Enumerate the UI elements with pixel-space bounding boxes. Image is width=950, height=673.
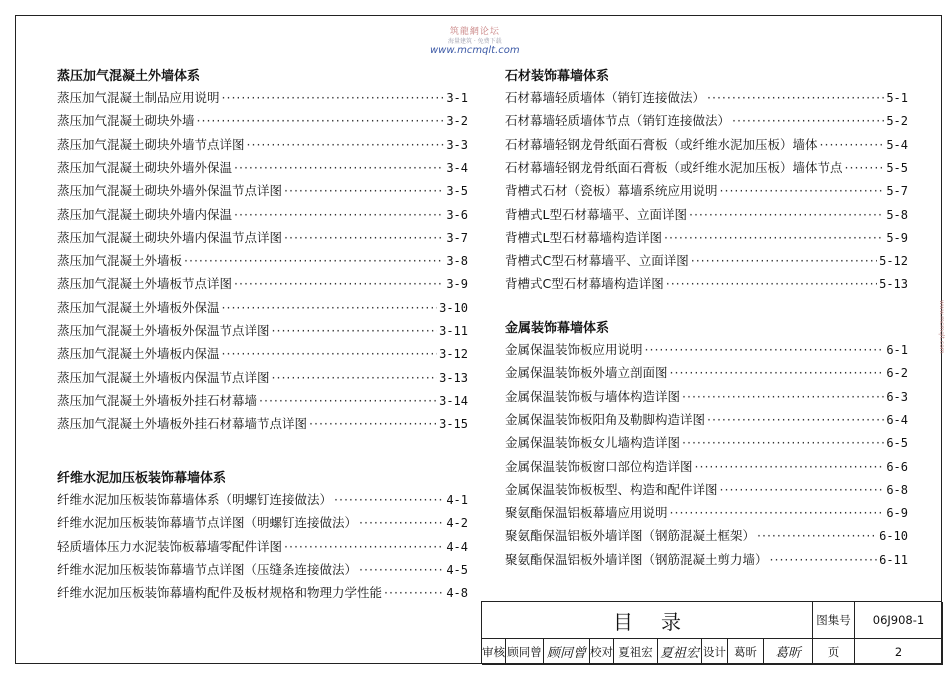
dot-leader [682,389,884,404]
toc-entry[interactable] [57,158,468,176]
toc-entry[interactable] [57,513,468,531]
toc-entry-title: 蒸压加气混凝土砌块外墙 [57,113,195,129]
toc-entry-page: 5-8 [886,207,908,222]
review-label: 审核 [482,639,506,665]
toc-entry-page: 5-7 [886,184,908,199]
toc-entry-page: 5-5 [886,160,908,175]
dot-leader [234,276,444,291]
toc-entry-page: 3-7 [446,230,468,245]
dot-leader [184,253,444,268]
toc-entry-page: 3-12 [439,347,468,362]
page-label: 页 [813,639,855,665]
toc-entry[interactable] [57,391,468,409]
toc-entry[interactable] [57,135,468,153]
dot-leader [334,492,444,507]
toc-entry[interactable] [57,344,468,362]
toc-entry-title: 蒸压加气混凝土制品应用说明 [57,90,220,105]
dot-leader [234,160,444,175]
toc-entry[interactable] [505,111,908,129]
watermark-logo [430,28,520,56]
toc-entry-page: 3-2 [446,114,468,129]
toc-entry[interactable] [505,340,908,358]
dot-leader [247,137,445,152]
toc-entry-page: 6-6 [886,459,908,474]
toc-entry-page: 3-1 [446,91,468,105]
toc-entry[interactable] [57,251,468,269]
toc-entry[interactable] [505,158,908,176]
toc-entry-page: 6-4 [886,412,908,427]
toc-entry[interactable] [505,274,908,292]
toc-entry-page: 6-2 [886,366,908,381]
toc-entry-page: 4-8 [446,586,468,601]
toc-entry-page: 5-13 [879,277,908,292]
toc-entry-title: 背槽式石材（瓷板）幕墙系统应用说明 [505,183,718,199]
page-title: 目录 [482,602,813,639]
toc-entry-title: 金属保温装饰板与墙体构造详图 [505,388,681,404]
toc-entry[interactable] [57,321,468,339]
toc-entry-title: 蒸压加气混凝土外墙板外挂石材幕墙 [57,392,258,408]
dot-leader [732,113,884,128]
toc-entry-page: 4-5 [446,562,468,577]
toc-entry[interactable] [505,457,908,475]
toc-entry-page: 3-15 [439,417,468,432]
dot-leader [720,482,885,497]
section-heading: 纤维水泥加压板装饰幕墙体系 [57,471,227,486]
toc-entry[interactable] [57,181,468,199]
toc-entry[interactable] [505,205,908,223]
toc-entry-title: 金属保温装饰板窗口部位构造详图 [505,458,693,474]
toc-entry-title: 蒸压加气混凝土砌块外墙内保温节点详图 [57,229,283,245]
toc-entry-page: 6-5 [886,436,908,451]
toc-entry-title: 背槽式C型石材幕墙平、立面详图 [505,253,689,269]
toc-entry-page: 3-13 [439,370,468,385]
toc-entry-title: 纤维水泥加压板装饰幕墙节点详图（明螺钉连接做法） [57,515,358,531]
toc-entry-title: 石材幕墙轻钢龙骨纸面石膏板（或纤维水泥加压板）墙体 [505,136,818,152]
toc-entry[interactable] [505,433,908,451]
dot-leader [695,459,885,474]
check-label: 校对 [590,639,614,665]
toc-entry-title: 蒸压加气混凝土外墙板外保温 [57,299,220,315]
dot-leader [222,346,438,361]
reviewer-name: 顾同曾 [506,639,544,665]
dot-leader [309,416,437,431]
toc-entry[interactable] [57,414,468,432]
dot-leader [222,300,438,315]
toc-entry-page: 4-4 [446,539,468,554]
dot-leader [691,253,877,268]
watermark-line3: www.mcmqlt.com [430,45,520,56]
toc-entry-title: 聚氨酯保温铝板外墙详图（钢筋混凝土框架） [505,528,756,544]
toc-entry-page: 6-1 [886,343,908,357]
toc-entry[interactable] [505,363,908,381]
toc-entry[interactable] [505,88,908,106]
dot-leader [845,160,885,175]
toc-entry-page: 6-10 [879,529,908,544]
dot-leader [757,528,877,543]
toc-entry-title: 蒸压加气混凝土外墙板外挂石材幕墙节点详图 [57,416,308,432]
toc-entry-page: 5-9 [886,230,908,245]
toc-entry-title: 蒸压加气混凝土外墙板 [57,253,183,269]
toc-entry[interactable] [57,88,468,106]
dot-leader [707,90,884,105]
toc-entry[interactable] [57,298,468,316]
toc-entry[interactable] [505,480,908,498]
toc-entry[interactable] [57,490,468,508]
toc-entry-page: 3-9 [446,277,468,292]
dot-leader [284,539,444,554]
toc-entry-page: 6-3 [886,389,908,404]
designer-name: 葛昕 [728,639,764,665]
toc-entry[interactable] [57,274,468,292]
toc-entry-title: 蒸压加气混凝土外墙板内保温节点详图 [57,369,270,385]
toc-entry-page: 5-4 [886,137,908,152]
atlas-number: 06J908-1 [855,602,943,639]
toc-entry-title: 蒸压加气混凝土外墙板节点详图 [57,276,233,292]
toc-entry-title: 金属保温装饰板女儿墙构造详图 [505,435,681,451]
toc-entry-title: 石材幕墙轻质墙体节点（销钉连接做法） [505,113,731,129]
dot-leader [284,183,444,198]
reviewer-signature: 顾同曾 [544,639,590,665]
toc-entry-page: 3-5 [446,184,468,199]
dot-leader [222,90,445,105]
toc-entry[interactable] [57,205,468,223]
toc-entry-page: 3-11 [439,324,468,338]
atlas-label: 图集号 [813,602,855,639]
toc-entry-title: 蒸压加气混凝土砌块外墙外保温节点详图 [57,183,283,199]
toc-entry-page: 5-1 [886,91,908,105]
dot-leader [666,276,877,291]
toc-entry-title: 金属保温装饰板阳角及勒脚构造详图 [505,411,706,427]
toc-entry[interactable] [57,368,468,386]
dot-leader [682,435,884,450]
toc-entry-title: 背槽式L型石材幕墙构造详图 [505,229,662,245]
dot-leader [689,207,884,222]
toc-entry-page: 6-8 [886,482,908,497]
toc-entry-title: 背槽式L型石材幕墙平、立面详图 [505,206,687,222]
toc-entry-title: 聚氨酯保温铝板幕墙应用说明 [505,505,668,521]
checker-signature: 夏祖宏 [658,639,702,665]
title-block [481,601,942,664]
toc-entry[interactable] [505,251,908,269]
toc-entry-title: 石材幕墙轻钢龙骨纸面石膏板（或纤维水泥加压板）墙体节点 [505,159,843,175]
dot-leader [384,585,444,600]
checker-name: 夏祖宏 [614,639,658,665]
toc-entry[interactable] [505,526,908,544]
toc-entry-title: 蒸压加气混凝土砌块外墙节点详图 [57,136,245,152]
dot-leader [664,230,884,245]
toc-entry-page: 3-8 [446,254,468,269]
toc-entry[interactable] [505,387,908,405]
toc-entry[interactable] [505,228,908,246]
section-heading: 石材装饰幕墙体系 [505,69,610,84]
toc-entry-page: 6-11 [879,552,908,567]
watermark-line1: 筑龍網论坛 [449,27,500,37]
dot-leader [645,342,885,357]
toc-entry-page: 3-4 [446,160,468,175]
design-label: 设计 [702,639,728,665]
toc-entry-title: 金属保温装饰板应用说明 [505,342,643,357]
toc-entry-title: 蒸压加气混凝土外墙板外保温节点详图 [57,323,270,338]
dot-leader [359,562,444,577]
toc-entry[interactable] [505,503,908,521]
side-watermark: www.mcmqlt.com [938,300,945,354]
toc-entry[interactable] [505,181,908,199]
toc-entry-page: 4-2 [446,516,468,531]
toc-entry-title: 金属保温装饰板外墙立剖面图 [505,365,668,381]
toc-entry-page: 3-14 [439,393,468,408]
dot-leader [272,370,438,385]
toc-entry-title: 石材幕墙轻质墙体（销钉连接做法） [505,90,706,105]
dot-leader [284,230,444,245]
toc-entry[interactable] [57,560,468,578]
toc-entry[interactable] [57,583,468,601]
dot-leader [234,207,444,222]
dot-leader [259,393,437,408]
toc-entry[interactable] [57,111,468,129]
toc-entry-page: 3-6 [446,207,468,222]
toc-entry-title: 金属保温装饰板板型、构造和配件详图 [505,481,718,497]
dot-leader [197,113,445,128]
dot-leader [670,505,885,520]
toc-entry-title: 蒸压加气混凝土砌块外墙内保温 [57,206,233,222]
toc-entry[interactable] [57,228,468,246]
toc-entry-page: 5-12 [879,254,908,269]
watermark-line2: 海量建筑 · 免费下载 [447,38,502,45]
page-number: 2 [855,639,943,665]
toc-entry[interactable] [505,135,908,153]
dot-leader [707,412,884,427]
toc-entry-title: 纤维水泥加压板装饰幕墙节点详图（压缝条连接做法） [57,561,358,577]
toc-entry-title: 聚氨酯保温铝板外墙详图（钢筋混凝土剪力墙） [505,551,768,567]
dot-leader [770,552,878,567]
toc-entry-title: 轻质墙体压力水泥装饰板幕墙零配件详图 [57,538,283,554]
toc-entry-page: 5-2 [886,114,908,129]
section-heading: 金属装饰幕墙体系 [505,321,610,336]
section-heading: 蒸压加气混凝土外墙体系 [57,69,201,84]
dot-leader [720,183,885,198]
dot-leader [670,365,885,380]
toc-entry-title: 纤维水泥加压板装饰幕墙构配件及板材规格和物理力学性能 [57,585,383,601]
toc-entry[interactable] [57,537,468,555]
dot-leader [820,137,885,152]
toc-entry-title: 背槽式C型石材幕墙构造详图 [505,276,664,292]
toc-entry-title: 蒸压加气混凝土外墙板内保温 [57,346,220,362]
toc-entry-page: 4-1 [446,493,468,507]
dot-leader [272,323,438,338]
toc-entry[interactable] [505,410,908,428]
designer-signature: 葛昕 [764,639,813,665]
toc-entry-title: 蒸压加气混凝土砌块外墙外保温 [57,159,233,175]
toc-entry-page: 3-3 [446,137,468,152]
dot-leader [359,515,444,530]
toc-entry[interactable] [505,550,908,568]
toc-entry-title: 纤维水泥加压板装饰幕墙体系（明螺钉连接做法） [57,492,333,507]
toc-entry-page: 3-10 [439,300,468,315]
toc-entry-page: 6-9 [886,506,908,521]
